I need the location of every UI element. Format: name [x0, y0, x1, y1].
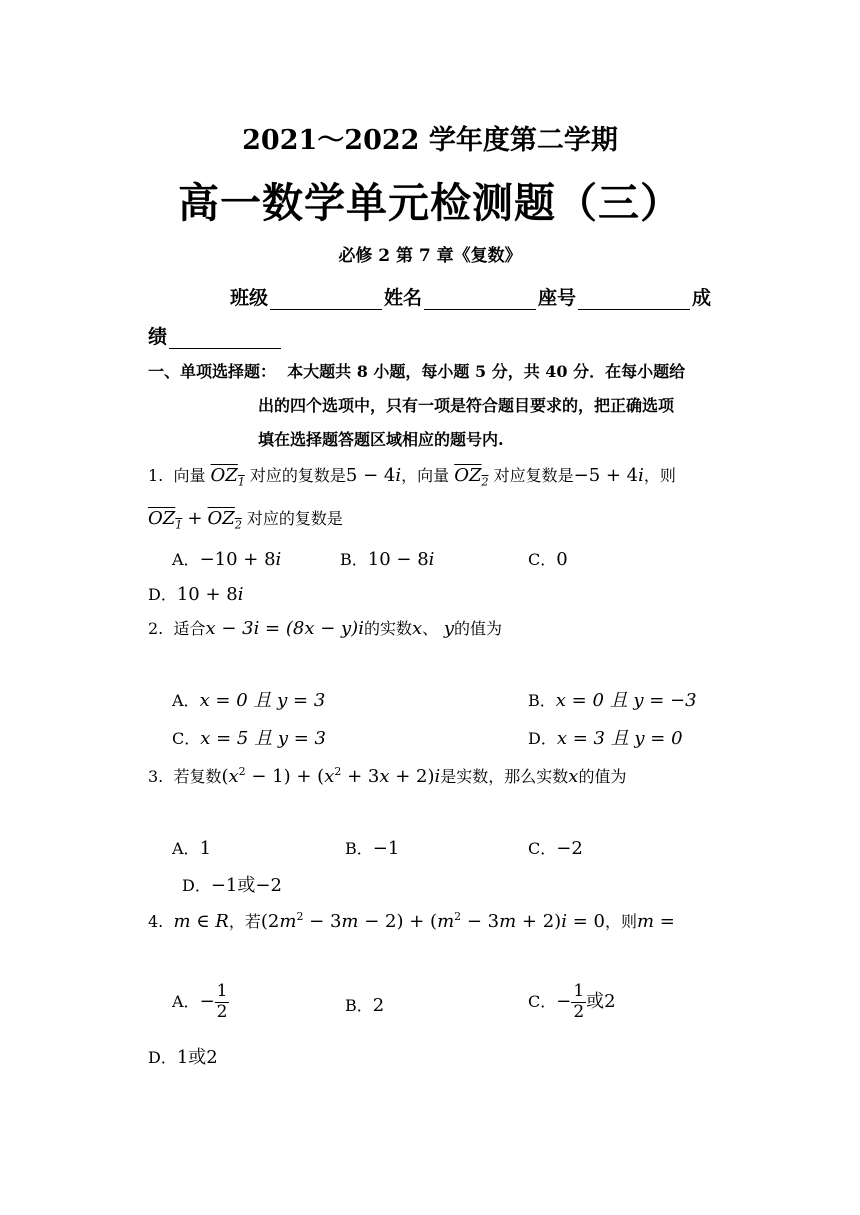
vec1-sub: 1 [237, 475, 245, 489]
name-label: 姓名 [384, 287, 423, 309]
vec2-label: OZ [454, 465, 482, 486]
q2-text-d: 的值为 [454, 619, 503, 638]
student-info-line [230, 283, 711, 310]
option-value: −1或−2 [210, 875, 282, 896]
option-letter: A． [172, 992, 200, 1012]
option-value: x = 5 且 y = 3 [200, 728, 326, 749]
var-x: x [568, 766, 579, 787]
question-number: 4. [148, 912, 164, 931]
option-letter: C． [528, 992, 557, 1012]
option-value: 0 [556, 549, 568, 570]
q1-option-a[interactable] [172, 547, 281, 570]
option-letter: B． [340, 550, 368, 569]
section-1-line1 [148, 359, 685, 382]
option-value: x = 0 且 y = 3 [199, 690, 326, 711]
q2-option-c[interactable] [172, 724, 326, 750]
q3-option-a[interactable] [172, 836, 211, 859]
question-4-stem [148, 909, 675, 932]
seat-label: 座号 [538, 287, 577, 309]
option-letter: C． [528, 550, 557, 569]
name-blank[interactable] [424, 289, 536, 310]
q2-equation: x − 3i = (8x − y)i [205, 618, 364, 639]
class-label: 班级 [230, 287, 269, 309]
q2-option-b[interactable] [528, 686, 697, 712]
exam-subtitle: 必修 2 第 7 章《复数》 [338, 246, 522, 266]
var-y: y [438, 618, 455, 639]
imag-unit: i [395, 465, 402, 486]
vec2-label: OZ [207, 508, 235, 529]
question-number: 3. [148, 767, 164, 786]
q4-option-c[interactable] [528, 982, 616, 1022]
q2-option-a[interactable] [172, 686, 325, 712]
q3-option-d[interactable] [182, 871, 282, 897]
option-letter: D． [182, 876, 211, 895]
q1-text-b: 对应的复数是 [249, 466, 346, 485]
q4-expression: $(2m^2 - 3m - 2) + (m^2 - 3m + 2)i = 0$ [260, 910, 605, 932]
q3-text-c: 的值为 [578, 767, 627, 786]
vec2-sub: 2 [481, 475, 489, 489]
plus-sign: + [187, 508, 203, 529]
option-value-suffix: 或2 [586, 991, 616, 1013]
question-number: 2. [148, 619, 164, 638]
imag-unit: i [237, 584, 244, 605]
section-1-text-1: 本大题共 8 小题，每小题 5 分，共 40 分．在每小题给 [287, 362, 686, 381]
exam-year: 2021～2022 学年度第二学期 [242, 125, 618, 156]
imag-unit: i [275, 549, 282, 570]
q1-val1: 5 − 4 [345, 465, 396, 486]
q2-option-d[interactable] [528, 724, 683, 750]
question-1-stem-line2 [148, 506, 343, 532]
option-letter: B． [528, 691, 556, 710]
question-1-stem [148, 463, 676, 489]
vector-oz1 [148, 508, 183, 532]
vec1-sub: 1 [175, 518, 183, 532]
option-value: − $\frac{1}{2}$ 或2 [556, 981, 616, 1022]
var-x: x [411, 618, 423, 639]
option-value: −10 + 8 [199, 549, 276, 570]
vector-oz2 [454, 465, 489, 489]
vector-oz1 [210, 465, 245, 489]
q1-text-c: ，向量 [401, 466, 450, 485]
q1-line2-text: 对应的复数是 [246, 509, 343, 528]
option-letter: C． [528, 839, 557, 858]
q1-text-d: 对应复数是 [493, 466, 574, 485]
vector-oz2 [207, 508, 242, 532]
imag-unit: i [428, 549, 435, 570]
q2-text-b: 的实数 [363, 619, 412, 638]
option-letter: B． [345, 996, 373, 1015]
q3-expression: $(x^2 - 1) + (x^2 + 3x + 2)i$ [221, 765, 441, 787]
section-1-text-2: 出的四个选项中，只有一项是符合题目要求的，把正确选项 [258, 396, 675, 415]
q4-option-a[interactable] [172, 982, 229, 1022]
score-line [148, 322, 283, 349]
option-value: 10 − 8 [367, 549, 429, 570]
vec1-label: OZ [210, 465, 238, 486]
question-number: 1. [148, 466, 164, 485]
imag-unit: i [638, 465, 644, 486]
option-letter: D． [528, 729, 557, 748]
option-value: 10 + 8 [176, 584, 238, 605]
q1-text-e: ，则 [643, 466, 676, 485]
q4-text-b: ，则 [604, 912, 637, 931]
q4-option-d[interactable] [148, 1043, 218, 1069]
option-value: 2 [372, 995, 385, 1016]
vec2-sub: 2 [234, 518, 242, 532]
option-letter: A． [172, 691, 200, 710]
option-value: 1或2 [176, 1047, 218, 1068]
q2-text-a: 适合 [173, 619, 206, 638]
q1-option-c[interactable] [528, 547, 568, 570]
q1-val2: −5 + 4 [573, 465, 639, 486]
score-blank[interactable] [169, 328, 281, 349]
option-value: x = 0 且 y = −3 [555, 690, 697, 711]
option-letter: B． [345, 839, 373, 858]
option-value: − $\frac{1}{2}$ [199, 981, 228, 1022]
option-letter: A． [172, 550, 200, 569]
section-1-text-3: 填在选择题答题区域相应的题号内. [258, 430, 504, 449]
vec1-label: OZ [148, 508, 176, 529]
option-value: −2 [556, 838, 583, 859]
question-2-stem [148, 616, 502, 639]
q4-option-b[interactable] [345, 993, 384, 1016]
q1-option-d[interactable] [148, 582, 244, 605]
q1-text-a: 向量 [173, 466, 206, 485]
exam-title: 高一数学单元检测题（三） [178, 179, 682, 227]
q3-option-c[interactable] [528, 836, 583, 859]
q4-condition: m ∈ R [173, 911, 229, 932]
option-letter: D． [148, 585, 177, 604]
option-letter: A． [172, 839, 200, 858]
score-label-1: 成 [692, 287, 712, 309]
option-letter: D． [148, 1048, 177, 1067]
option-value: x = 3 且 y = 0 [556, 728, 683, 749]
section-1-heading: 一、单项选择题： [148, 362, 277, 381]
q1-option-b[interactable] [340, 547, 434, 570]
option-value: 1 [199, 838, 212, 859]
q3-option-b[interactable] [345, 836, 399, 859]
class-blank[interactable] [270, 289, 382, 310]
option-value: −1 [372, 838, 400, 859]
option-letter: C． [172, 729, 201, 748]
q3-text-b: 是实数，那么实数 [440, 767, 569, 786]
q4-text-a: ，若 [228, 912, 261, 931]
q4-answer-var: m = [636, 911, 675, 932]
seat-blank[interactable] [578, 289, 690, 310]
score-label-2: 绩 [148, 326, 168, 348]
question-3-stem [148, 764, 626, 787]
q3-text-a: 若复数 [173, 767, 222, 786]
q2-text-c: 、 [422, 619, 439, 638]
